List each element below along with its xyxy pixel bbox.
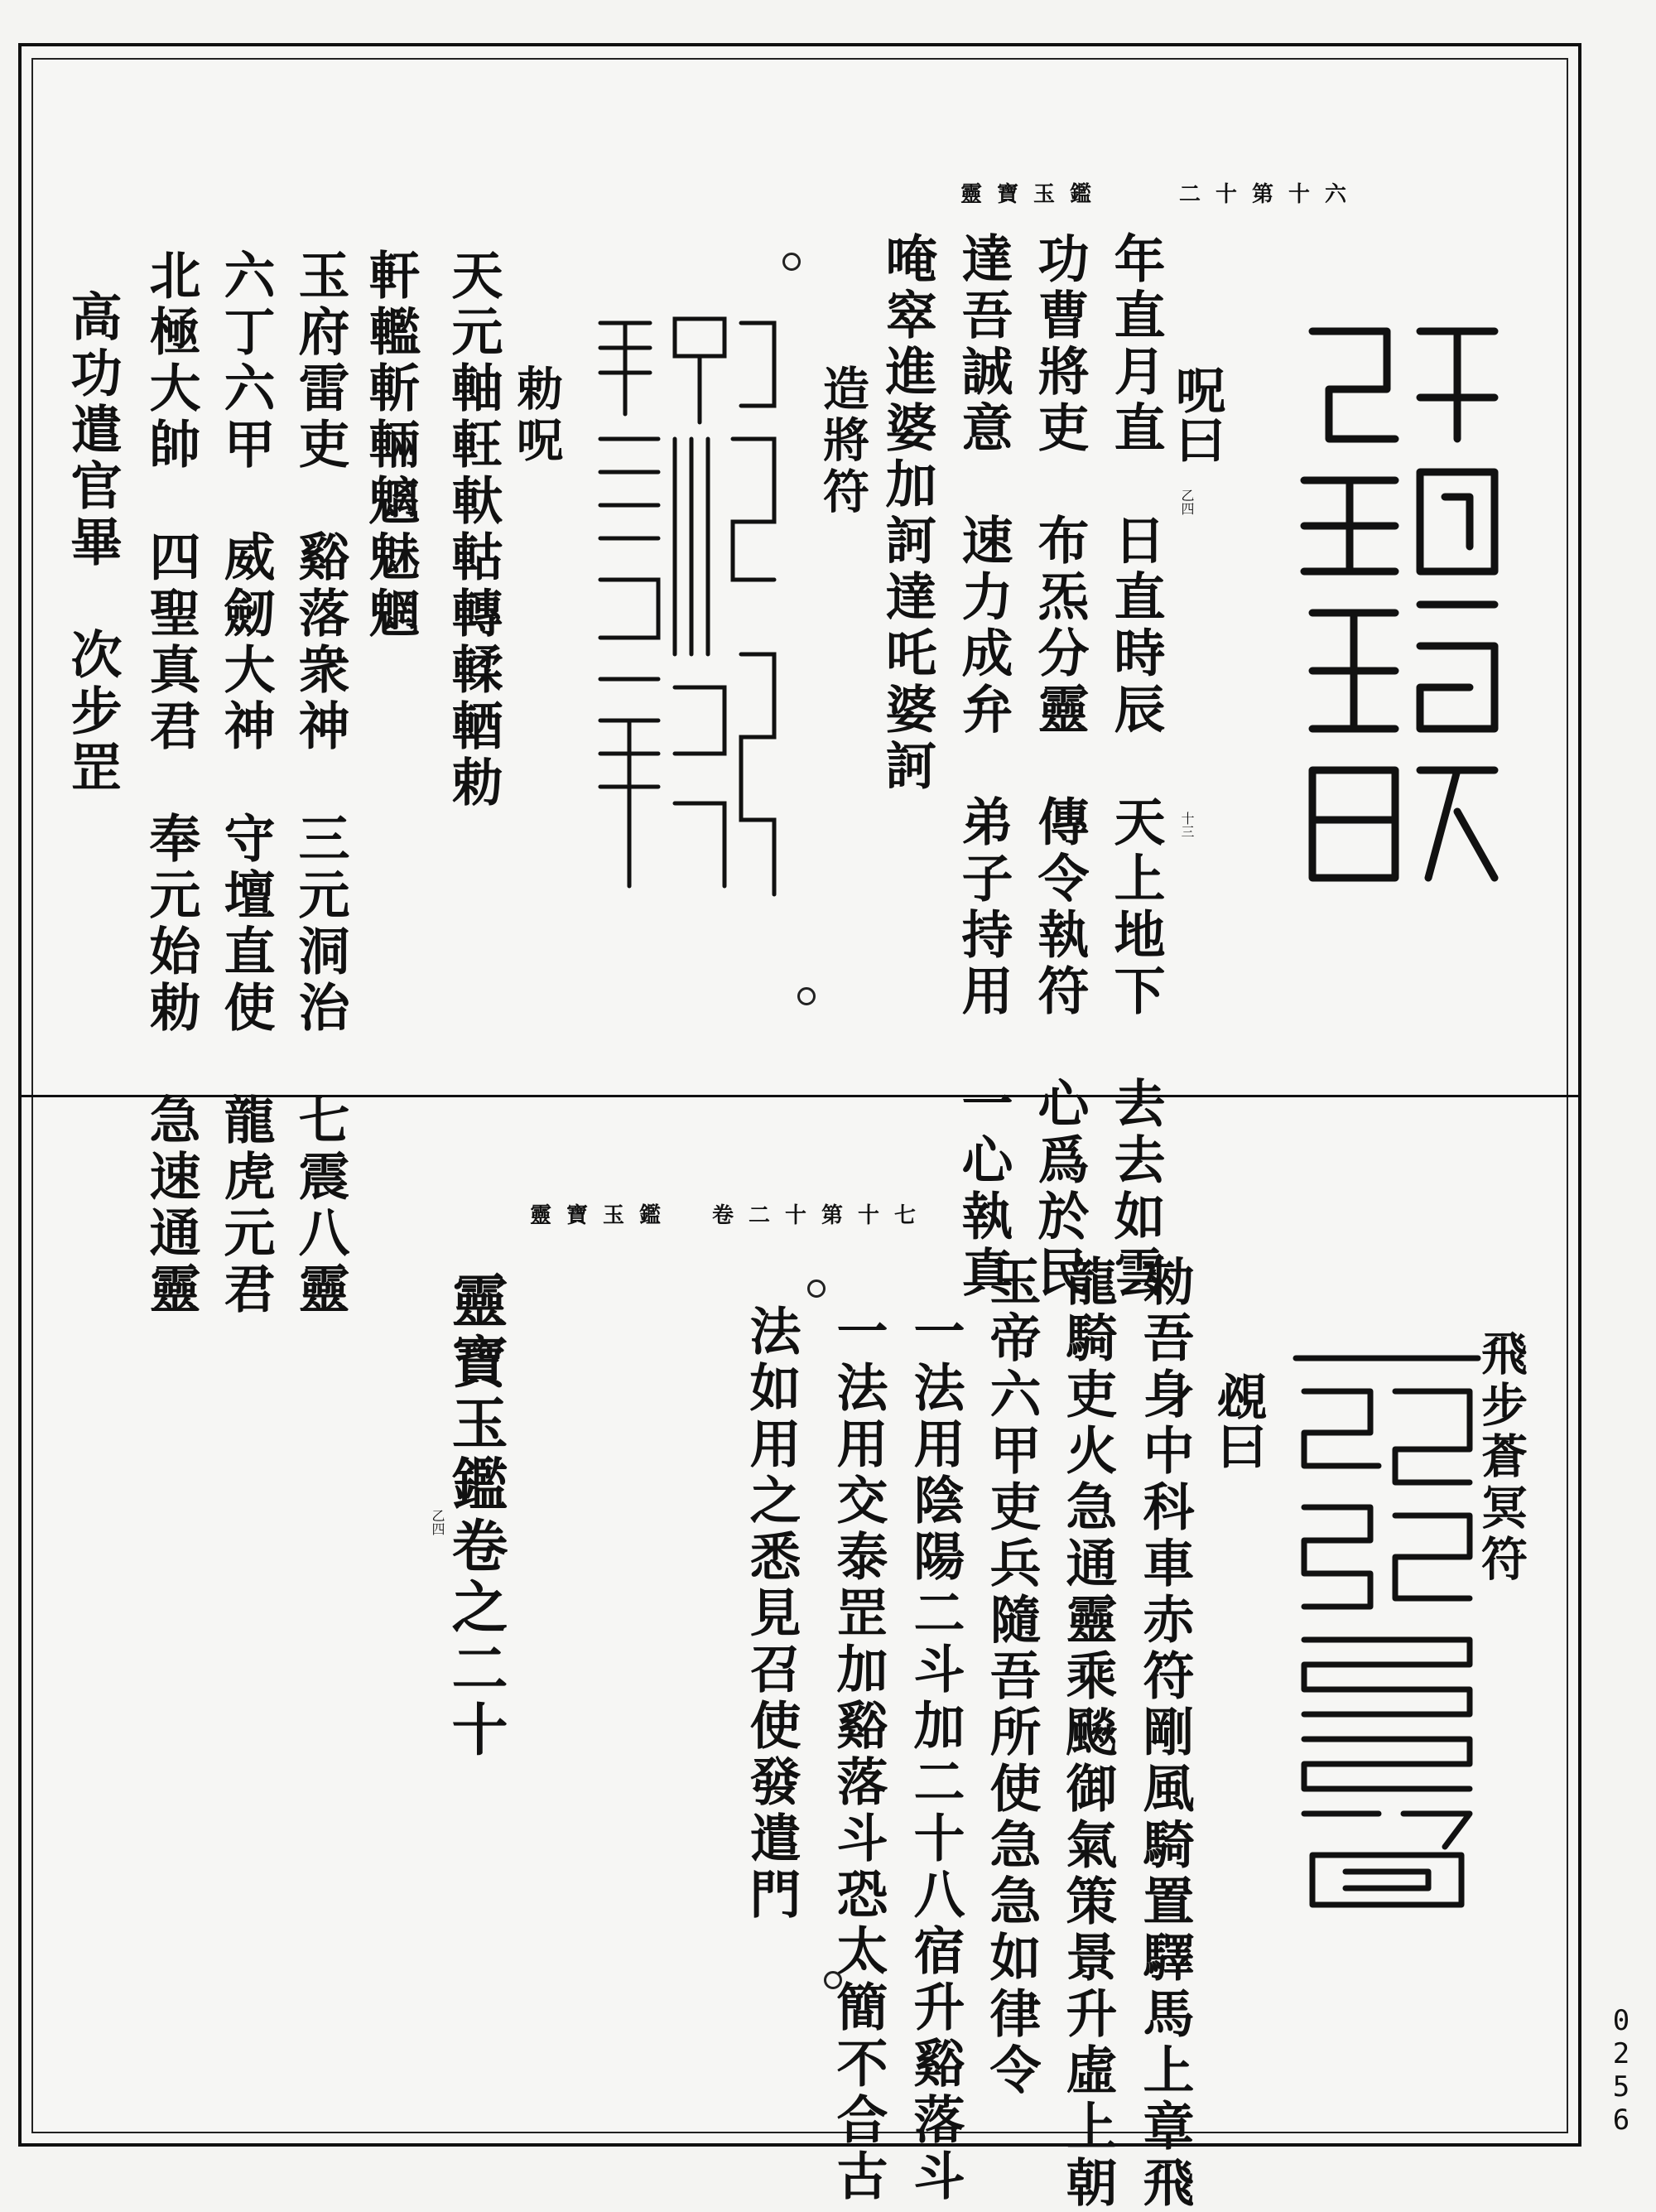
- page-number-digit: 2: [1612, 2037, 1630, 2070]
- top-left-column-5: 北極大帥 四聖真君 奉元始勅 急速通靈: [141, 248, 201, 1318]
- circle-mark: [797, 987, 816, 1005]
- circle-mark: [782, 253, 801, 271]
- bottom-incantation-title: 覕曰: [1209, 1371, 1267, 1470]
- bottom-volume-note: 乙四: [430, 1509, 445, 1535]
- top-text-column-2: 功曹將吏 布炁分靈 傳令執符 心爲於民: [1029, 232, 1090, 1302]
- bottom-text-column-2: 龍騎吏火急通靈乘飈御氣策景升虛上朝: [1057, 1255, 1118, 2212]
- bottom-text-column-1: 勑吾身中科車赤符剛風騎置驛馬上章飛: [1134, 1255, 1195, 2212]
- bottom-text-column-4: 一法用陰陽二斗加二十八宿升谿落斗: [905, 1304, 965, 2205]
- top-note-a: 乙四: [1179, 489, 1195, 515]
- bottom-page-header: 靈寶玉鑑 卷二十第十七: [530, 1203, 932, 1228]
- top-talisman-seal: [1279, 298, 1519, 928]
- page-number: [1605, 2004, 1638, 2137]
- bottom-talisman-seal: [1279, 1342, 1495, 1921]
- page-number-digit: 0: [1612, 2004, 1630, 2037]
- top-page-header: 靈寶玉鑑 二十第十六: [960, 182, 1362, 207]
- top-left-column-1: 天元軸軖軑軲轉輮輏勅: [443, 248, 503, 812]
- top-text-column-4: 唵窣進婆加訶達吒婆訶: [877, 232, 937, 795]
- bottom-text-column-6: 法如用之悉見召使發遣門: [741, 1304, 802, 1924]
- top-text-column-1: 年直月直 日直時辰 天上地下 去去如雲: [1105, 232, 1166, 1302]
- top-small-talisman: [584, 306, 791, 919]
- top-left-column-4: 六丁六甲 威劒大神 守壇直使 龍虎元君: [215, 248, 276, 1318]
- top-left-column-6: 高功遣官畢 次步罡: [62, 290, 123, 797]
- top-chi-zhou: 勅呪: [509, 364, 564, 467]
- page-number-digit: 5: [1612, 2070, 1630, 2104]
- bottom-talisman-caption: 飛步蒼冥符: [1474, 1329, 1528, 1586]
- top-left-column-3: 玉府雷吏 谿落衆神 三元洞治 七震八靈: [290, 248, 350, 1318]
- top-note-b: 十三: [1179, 812, 1195, 838]
- bottom-volume-end: 靈寶玉鑑卷之二十: [442, 1271, 508, 1761]
- top-left-column-2: 軒轞斬輛魑魅魍: [360, 248, 421, 643]
- page-number-digit: 6: [1612, 2104, 1630, 2137]
- circle-mark: [824, 1971, 842, 1989]
- bottom-text-column-5: 一法用交泰罡加谿落斗恐太簡不合古: [828, 1304, 888, 2205]
- top-incantation-title: 呪曰: [1167, 364, 1225, 464]
- top-talisman-caption: 造將符: [816, 364, 870, 518]
- circle-mark: [807, 1279, 826, 1298]
- top-text-column-3: 達吾誠意 速力成弁 弟子持用 一心執真: [953, 232, 1013, 1302]
- bottom-text-column-3: 玉帝六甲吏兵隨吾所使急急如律令: [981, 1255, 1042, 2099]
